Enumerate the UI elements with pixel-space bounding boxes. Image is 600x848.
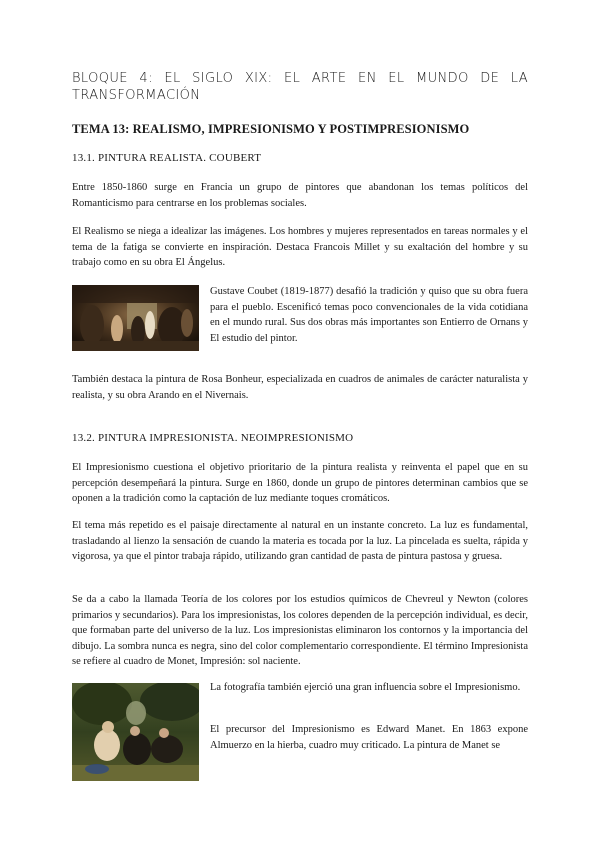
section-heading-impressionism: 13.2. PINTURA IMPRESIONISTA. NEOIMPRESIONISMO bbox=[72, 432, 354, 444]
paragraph-courbet: Gustave Coubet (1819-1877) desafió la tradición y quiso que su obra fuera para el pueblo. Escenificó temas poco convencionales de la vida cotidiana en el mundo rural. Sus dos obras más importantes son Entierro de Ornans y El estudio del pintor. bbox=[210, 286, 528, 344]
paragraph-manet: El precursor del Impresionismo es Edward Manet. En 1863 expone Almuerzo en la hierba, cuadro muy criticado. La pintura de Manet se bbox=[210, 724, 528, 751]
paragraph: El Realismo se niega a idealizar las imágenes. Los hombres y mujeres representados en tareas normales y el tema de la fatiga se convierte en inspiración. Destaca Francois Millet y su exaltación del hombre y su trabajo como en su obra El Ángelus. bbox=[72, 226, 528, 269]
paragraph-photography: La fotografía también ejerció una gran influencia sobre el Impresionismo. bbox=[210, 682, 521, 693]
painting-el-estudio-del-pintor-image bbox=[72, 285, 199, 351]
section-heading-realism: 13.1. PINTURA REALISTA. COUBERT bbox=[72, 152, 262, 164]
paragraph: El tema más repetido es el paisaje directamente al natural en un instante concreto. La luz es fundamental, trasladando al lienzo la sensación de cuando la materia es tocada por la luz. La pincelada es suelta, rápida y vigorosa, ya que el pintor trabaja rápido, utilizando gran cantidad de pasta de pintura pastosa y gruesa. bbox=[72, 520, 528, 563]
paragraph: Entre 1850-1860 surge en Francia un grupo de pintores que abandonan los temas políticos del Romanticismo para centrarse en los problemas sociales. bbox=[72, 182, 528, 209]
painting-almuerzo-en-la-hierba-image bbox=[72, 683, 199, 781]
paragraph: El Impresionismo cuestiona el objetivo prioritario de la pintura realista y reinventa el papel que en su percepción desempeñará la pintura. Surge en 1860, donde un grupo de pintores determinan cambios que se oponen a la tradición como la captación de luz mediante toques cromáticos. bbox=[72, 462, 528, 505]
topic-title: TEMA 13: REALISMO, IMPRESIONISMO Y POSTIMPRESIONISMO bbox=[72, 122, 470, 136]
paragraph: También destaca la pintura de Rosa Bonheur, especializada en cuadros de animales de carácter naturalista y realista, y su obra Arando en el Nivernais. bbox=[72, 374, 528, 401]
block-title: BLOQUE 4: EL SIGLO XIX: EL ARTE EN EL MUNDO DE LA TRANSFORMACIÓN bbox=[72, 71, 528, 103]
paragraph: Se da a cabo la llamada Teoría de los colores por los estudios químicos de Chevreul y Newton (colores primarios y secundarios). Para los impresionistas, los colores dependen de la percepción individual, es decir, que formaban parte del universo de la luz. Los impresionistas eliminaron los contornos y la importancia del dibujo. La sombra nunca es negra, sino del color complementario correspondiente. El término Impresionista se refiere al cuadro de Monet, Impresión: sol naciente. bbox=[72, 594, 528, 668]
